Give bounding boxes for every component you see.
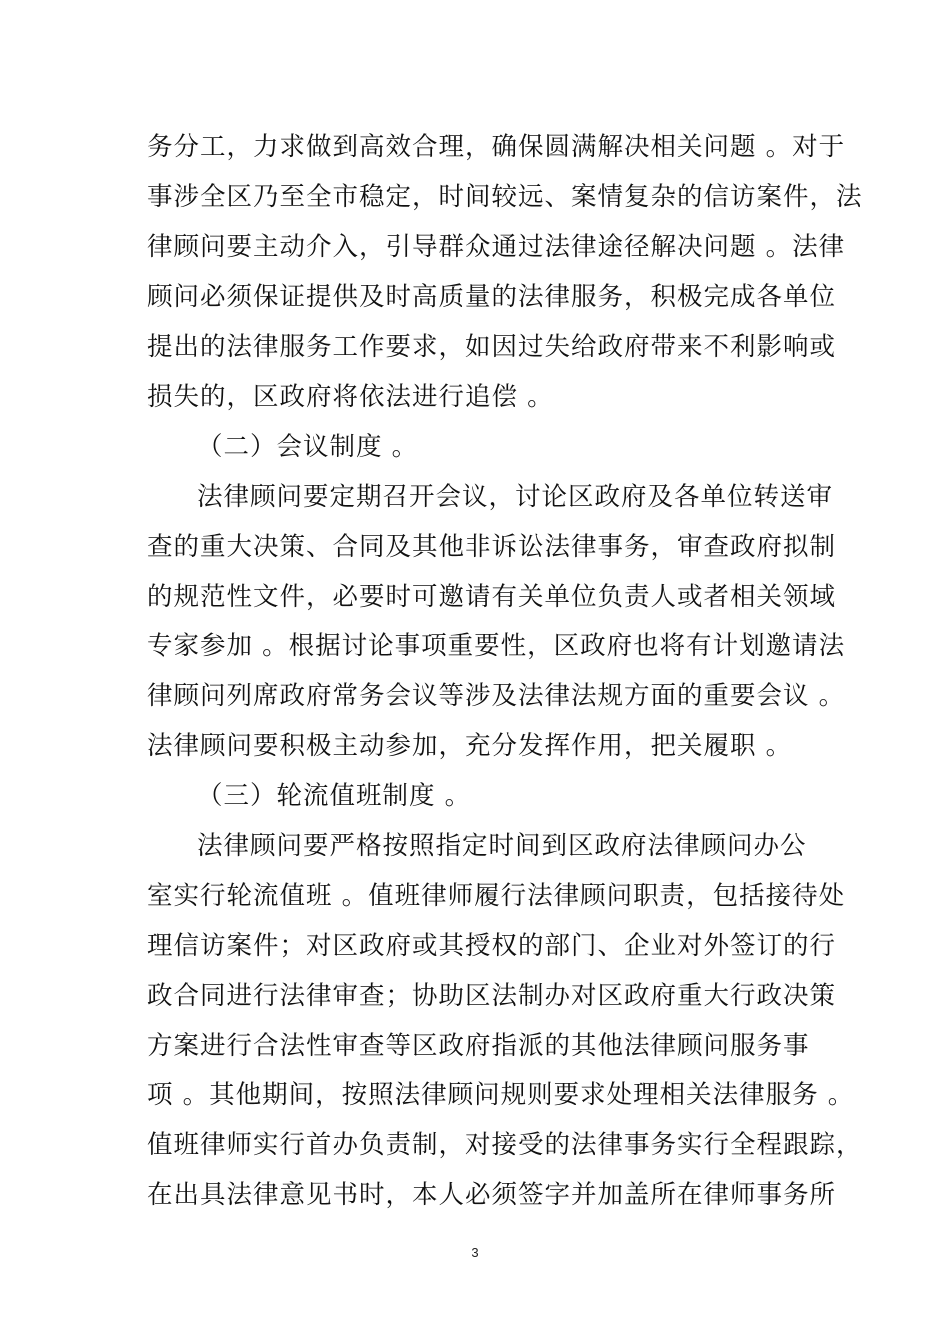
body-text-line: 专家参加 。根据讨论事项重要性，区政府也将有计划邀请法 [147,631,846,661]
body-text-line: 查的重大决策、合同及其他非诉讼法律事务，审查政府拟制 [147,532,837,562]
body-text-line: 方案进行合法性审查等区政府指派的其他法律顾问服务事 [147,1031,810,1061]
paragraph-first-line: 法律顾问要定期召开会议，讨论区政府及各单位转送审 [197,482,834,512]
body-text-line: 务分工，力求做到高效合理，确保圆满解决相关问题 。对于 [147,132,846,162]
body-text-line: 提出的法律服务工作要求，如因过失给政府带来不利影响或 [147,332,837,362]
section-heading: （三）轮流值班制度 。 [197,781,472,811]
section-heading: （二）会议制度 。 [197,432,419,462]
body-text-line: 律顾问列席政府常务会议等涉及法律法规方面的重要会议 。 [147,681,846,711]
body-text-line: 项 。其他期间，按照法律顾问规则要求处理相关法律服务 。 [147,1080,855,1110]
body-text-line: 损失的，区政府将依法进行追偿 。 [147,382,554,412]
page-number: 3 [471,1245,479,1260]
body-text-line: 法律顾问要积极主动参加，充分发挥作用，把关履职 。 [147,731,793,761]
body-text-line: 值班律师实行首办负责制，对接受的法律事务实行全程跟踪， [147,1130,863,1160]
body-text-line: 律顾问要主动介入，引导群众通过法律途径解决问题 。法律 [147,232,846,262]
body-text-line: 政合同进行法律审查；协助区法制办对区政府重大行政决策 [147,981,837,1011]
paragraph-first-line: 法律顾问要严格按照指定时间到区政府法律顾问办公 [197,831,807,861]
body-text-line: 顾问必须保证提供及时高质量的法律服务，积极完成各单位 [147,282,837,312]
body-text-line: 理信访案件；对区政府或其授权的部门、企业对外签订的行 [147,931,837,961]
body-text-line: 室实行轮流值班 。值班律师履行法律顾问职责，包括接待处 [147,881,846,911]
body-text-line: 在出具法律意见书时，本人必须签字并加盖所在律师事务所 [147,1180,837,1210]
body-text-line: 的规范性文件，必要时可邀请有关单位负责人或者相关领域 [147,582,837,612]
body-text-line: 事涉全区乃至全市稳定，时间较远、案情复杂的信访案件，法 [147,182,863,212]
